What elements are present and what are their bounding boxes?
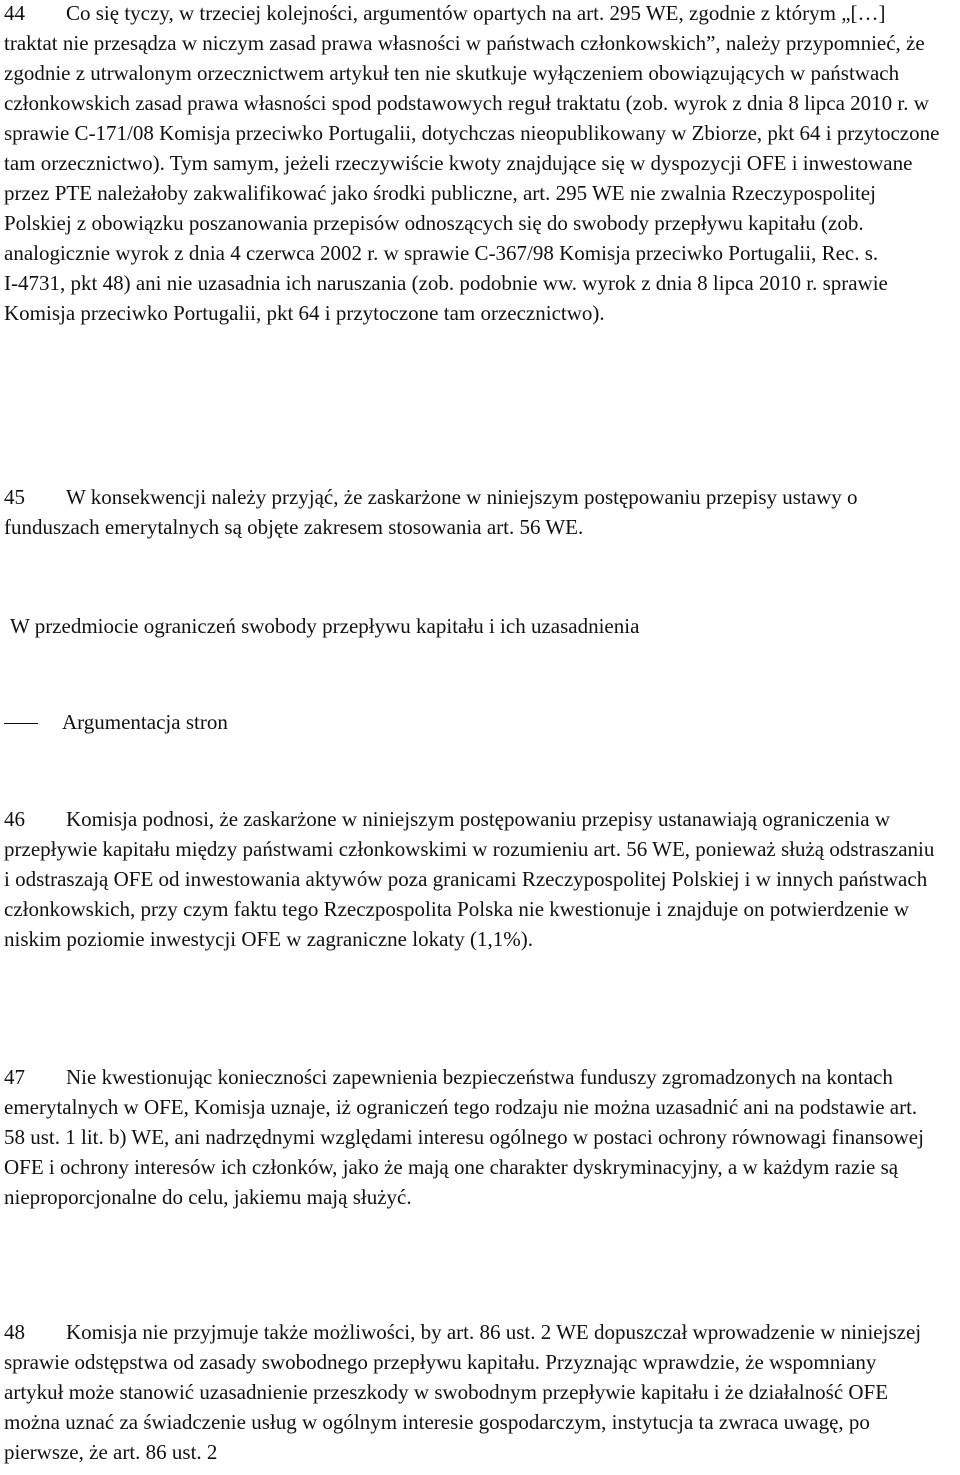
paragraph-text: Nie kwestionując konieczności zapewnienia bezpieczeństwa funduszy zgromadzonych na kontach emerytalnych w OFE, Komisja uznaje, iż ograniczeń tego rodzaju nie można uzasadnić ani na podstawie art. 58 ust. 1 lit. b) WE, ani nadrzędnymi względami interesu ogólnego w postaci ochrony równowagi finansowej OFE i ochrony interesów ich członków, jako że mają one charakter dyskryminacyjny, a w każdym razie są nieproporcjonalne do celu, jakiemu mają służyć. <box>4 1065 924 1209</box>
paragraph-46 <box>4 804 940 954</box>
paragraph-text: Komisja nie przyjmuje także możliwości, by art. 86 ust. 2 WE dopuszczał wprowadzenie w niniejszej sprawie odstępstwa od zasady swobodnego przepływu kapitału. Przyznając wprawdzie, że wspomniany artykuł może stanowić uzasadnienie przeszkody w swobodnym przepływie kapitału i że działalność OFE można uznać za świadczenie usług w ogólnym interesie gospodarczym, instytucja ta zwraca uwagę, po pierwsze, że art. 86 ust. 2 <box>4 1320 922 1464</box>
paragraph-number: 47 <box>4 1065 25 1089</box>
paragraph-44 <box>4 0 940 328</box>
section-heading: W przedmiocie ograniczeń swobody przepływu kapitału i ich uzasadnienia <box>10 614 640 638</box>
dash-mark <box>4 723 38 724</box>
paragraph-48 <box>4 1317 940 1467</box>
paragraph-45 <box>4 482 940 542</box>
subheading-text: Argumentacja stron <box>62 710 228 734</box>
paragraph-number: 46 <box>4 807 25 831</box>
paragraph-text: Co się tyczy, w trzeciej kolejności, argumentów opartych na art. 295 WE, zgodnie z którym „[…] traktat nie przesądza w niczym zasad prawa własności w państwach członkowskich”, należy przypomnieć, że zgodnie z utrwalonym orzecznictwem artykuł ten nie skutkuje wyłączeniem obowiązujących w państwach członkowskich zasad prawa własności spod podstawowych reguł traktatu (zob. wyrok z dnia 8 lipca 2010 r. w sprawie C‑171/08 Komisja przeciwko Portugalii, dotychczas nieopublikowany w Zbiorze, pkt 64 i przytoczone tam orzecznictwo). Tym samym, jeżeli rzeczywiście kwoty znajdujące się w dyspozycji OFE i inwestowane przez PTE należałoby zakwalifikować jako środki publiczne, art. 295 WE nie zwalnia Rzeczypospolitej Polskiej z obowiązku poszanowania przepisów odnoszących się do swobody przepływu kapitału (zob. analogicznie wyrok z dnia 4 czerwca 2002 r. w sprawie C‑367/98 Komisja przeciwko Portugalii, Rec. s. I‑4731, pkt 48) ani nie uzasadnia ich naruszania (zob. podobnie ww. wyrok z dnia 8 lipca 2010 r. sprawie Komisja przeciwko Portugalii, pkt 64 i przytoczone tam orzecznictwo). <box>4 1 940 325</box>
paragraph-47 <box>4 1062 940 1212</box>
section-subheading <box>4 707 228 737</box>
paragraph-text: Komisja podnosi, że zaskarżone w niniejszym postępowaniu przepisy ustanawiają ograniczenia w przepływie kapitału między państwami członkowskimi w rozumieniu art. 56 WE, ponieważ służą odstraszaniu i odstraszają OFE od inwestowania aktywów poza granicami Rzeczypospolitej Polskiej i w innych państwach członkowskich, przy czym faktu tego Rzeczpospolita Polska nie kwestionuje i znajduje on potwierdzenie w niskim poziomie inwestycji OFE w zagraniczne lokaty (1,1%). <box>4 807 935 951</box>
paragraph-text: W konsekwencji należy przyjąć, że zaskarżone w niniejszym postępowaniu przepisy ustawy o funduszach emerytalnych są objęte zakresem stosowania art. 56 WE. <box>4 485 858 539</box>
paragraph-number: 45 <box>4 485 25 509</box>
paragraph-number: 48 <box>4 1320 25 1344</box>
paragraph-number: 44 <box>4 1 25 25</box>
